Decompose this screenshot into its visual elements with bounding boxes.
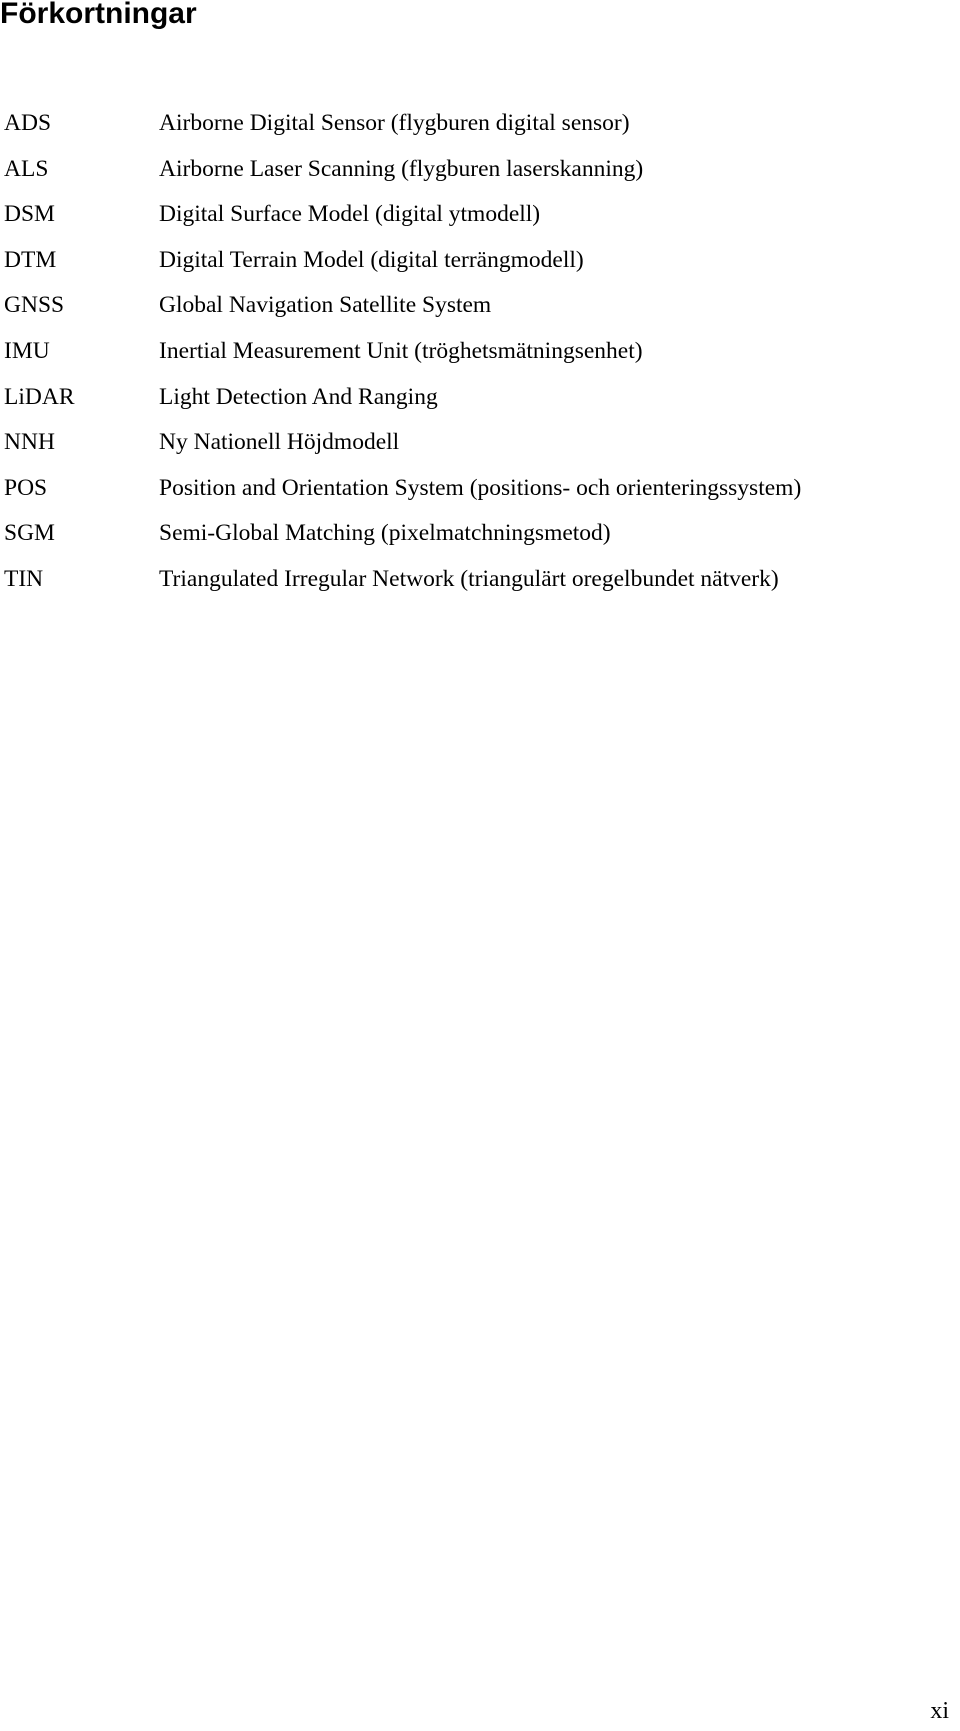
abbreviation-row-sgm xyxy=(0,518,960,564)
abbreviation-definition: Light Detection And Ranging xyxy=(159,383,438,410)
abbreviation-list xyxy=(0,108,960,610)
abbreviation-term: ADS xyxy=(4,110,52,136)
abbreviation-term: LiDAR xyxy=(4,383,75,410)
abbreviation-term: DSM xyxy=(4,201,55,228)
abbreviation-definition: Digital Terrain Model (digital terrängmodell) xyxy=(159,246,584,273)
abbreviation-row-ads xyxy=(0,108,960,154)
abbreviation-term: POS xyxy=(4,474,48,501)
abbreviation-row-nnh xyxy=(0,427,960,473)
abbreviation-term: ALS xyxy=(4,155,49,182)
abbreviation-row-tin xyxy=(0,564,960,610)
abbreviation-row-dtm xyxy=(0,245,960,291)
abbreviation-definition: Global Navigation Satellite System xyxy=(159,292,492,319)
abbreviation-definition: Semi-Global Matching (pixelmatchningsmetod) xyxy=(159,520,611,547)
abbreviation-term: TIN xyxy=(4,565,44,592)
page-title: Förkortningar xyxy=(0,0,197,30)
abbreviation-definition: Airborne Digital Sensor (flygburen digital sensor) xyxy=(159,110,630,136)
abbreviation-row-pos xyxy=(0,473,960,519)
abbreviation-term: NNH xyxy=(4,429,55,456)
page-number: xi xyxy=(930,1698,949,1724)
abbreviation-definition: Triangulated Irregular Network (triangulärt oregelbundet nätverk) xyxy=(159,565,779,592)
abbreviation-definition: Ny Nationell Höjdmodell xyxy=(159,429,400,456)
abbreviation-term: SGM xyxy=(4,520,55,547)
abbreviation-row-gnss xyxy=(0,290,960,336)
abbreviation-definition: Inertial Measurement Unit (tröghetsmätningsenhet) xyxy=(159,337,643,364)
abbreviation-row-als xyxy=(0,154,960,200)
abbreviation-term: DTM xyxy=(4,246,57,273)
abbreviation-term: GNSS xyxy=(4,292,65,319)
abbreviation-definition: Digital Surface Model (digital ytmodell) xyxy=(159,201,541,228)
abbreviation-definition: Airborne Laser Scanning (flygburen laserskanning) xyxy=(159,155,644,182)
abbreviation-row-dsm xyxy=(0,199,960,245)
abbreviation-term: IMU xyxy=(4,337,50,364)
abbreviation-row-lidar xyxy=(0,382,960,428)
abbreviation-definition: Position and Orientation System (positions- och orienteringssystem) xyxy=(159,474,802,501)
abbreviation-row-imu xyxy=(0,336,960,382)
